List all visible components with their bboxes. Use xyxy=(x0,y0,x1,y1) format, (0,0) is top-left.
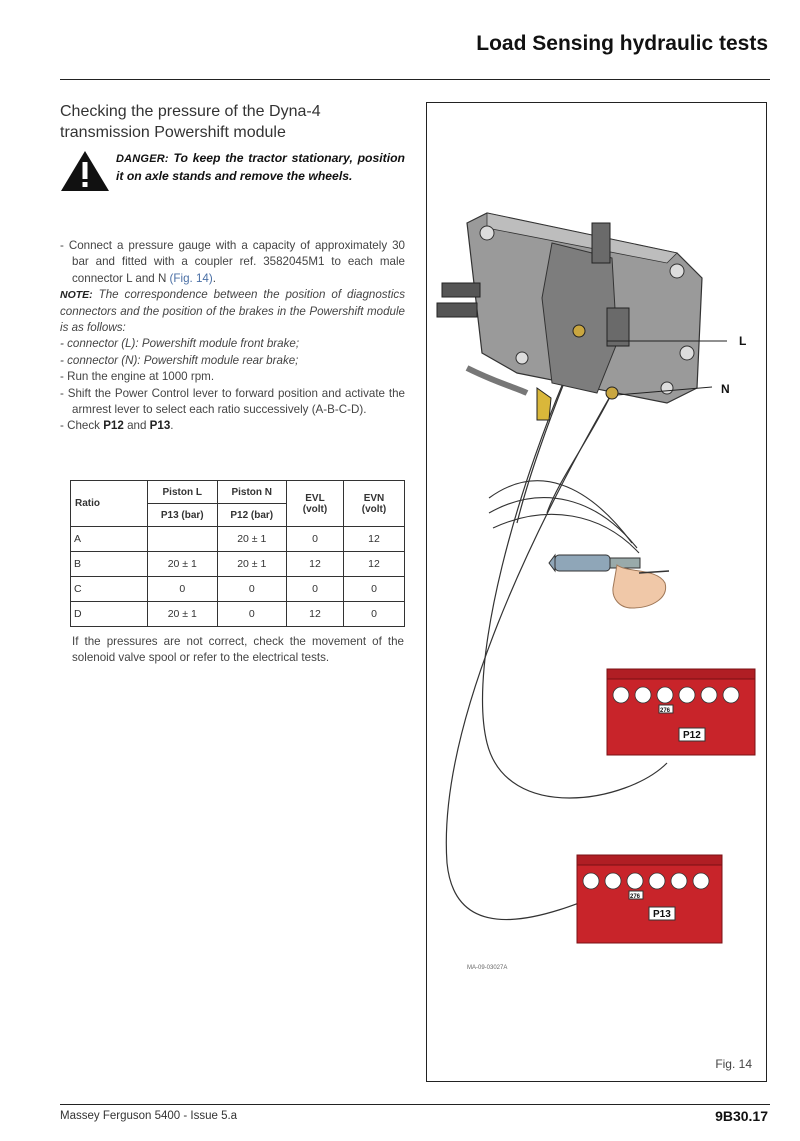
panel-label-p12: P12 xyxy=(683,730,701,741)
footer-divider xyxy=(60,1104,770,1105)
step-check-prefix: - Check xyxy=(60,419,100,433)
gauge-badge-p13: 276 xyxy=(630,894,641,900)
cell-piston-l: 20 ± 1 xyxy=(148,602,218,627)
cell-evn: 12 xyxy=(344,552,405,577)
cell-piston-l: 20 ± 1 xyxy=(148,552,218,577)
cell-piston-n: 20 ± 1 xyxy=(217,527,287,552)
warning-triangle-icon xyxy=(60,150,110,192)
hydraulic-test-illustration xyxy=(427,103,768,1083)
step-connect xyxy=(60,238,405,287)
gauge-panel-p13 xyxy=(577,855,722,943)
powershift-valve-block xyxy=(437,213,702,420)
header-piston-n: Piston N xyxy=(217,481,287,504)
figure-caption: Fig. 14 xyxy=(715,1057,752,1071)
cell-piston-l xyxy=(148,527,218,552)
step-check xyxy=(60,418,405,434)
hand-with-coupler-icon xyxy=(549,555,669,608)
cell-evl: 0 xyxy=(287,527,344,552)
figure-14 xyxy=(426,102,767,1082)
footer-page-number: 9B30.17 xyxy=(715,1108,768,1124)
table-row xyxy=(71,527,405,552)
connector-l-item: - connector (L): Powershift module front brake; xyxy=(60,337,300,351)
step-check-p12: P12 xyxy=(103,419,124,433)
header-evn-unit: (volt) xyxy=(361,503,387,515)
cell-ratio: C xyxy=(71,577,148,602)
step-check-and: and xyxy=(127,419,147,433)
header-evl-label: EVL xyxy=(305,492,325,504)
header-evl xyxy=(287,481,344,527)
table-row xyxy=(71,577,405,602)
table-header-row-1 xyxy=(71,481,405,504)
cell-piston-n: 0 xyxy=(217,577,287,602)
instructions xyxy=(60,238,405,435)
note-label: NOTE: xyxy=(60,289,93,302)
connector-n-label: N xyxy=(721,382,730,396)
step-run: - Run the engine at 1000 rpm. xyxy=(60,370,215,384)
panel-label-p13: P13 xyxy=(653,909,671,920)
cell-ratio: D xyxy=(71,602,148,627)
header-divider xyxy=(60,79,770,80)
note-text: The correspondence between the position of diagnostics connectors and the position of the brakes in the Powershift module is as follows: xyxy=(60,288,405,335)
cell-evn: 0 xyxy=(344,577,405,602)
cell-piston-n: 0 xyxy=(217,602,287,627)
table-row xyxy=(71,552,405,577)
step-connect-end: . xyxy=(212,271,216,285)
section-title: Checking the pressure of the Dyna-4 transmission Powershift module xyxy=(60,103,321,141)
cell-evn: 12 xyxy=(344,527,405,552)
hose-bundle xyxy=(489,481,639,553)
step-connect-text: - Connect a pressure gauge with a capacity of approximately 30 bar and fitted with a coupler ref. 3582045M1 to each male connector L and N xyxy=(60,239,405,285)
step-check-end: . xyxy=(170,419,174,433)
danger-label: DANGER: xyxy=(116,153,169,165)
gauge-badge-p12: 276 xyxy=(660,708,671,714)
hoses xyxy=(446,351,667,920)
header-evn xyxy=(344,481,405,527)
cell-piston-l: 0 xyxy=(148,577,218,602)
header-evn-label: EVN xyxy=(363,492,385,504)
header-ratio: Ratio xyxy=(71,481,148,527)
danger-text: To keep the tractor stationary, position it on axle stands and remove the wheels. xyxy=(116,151,405,183)
header-piston-l: Piston L xyxy=(148,481,218,504)
figure-ref-code: MA-09-03027A xyxy=(467,965,508,971)
cell-evl: 12 xyxy=(287,602,344,627)
connector-l-label: L xyxy=(739,334,747,348)
cell-ratio: A xyxy=(71,527,148,552)
cell-ratio: B xyxy=(71,552,148,577)
danger-warning xyxy=(60,150,405,192)
connector-n-item: - connector (N): Powershift module rear brake; xyxy=(60,353,299,367)
note xyxy=(60,287,405,336)
header-piston-n-unit: P12 (bar) xyxy=(217,504,287,527)
figure-reference-link[interactable]: (Fig. 14) xyxy=(169,271,213,285)
cell-evn: 0 xyxy=(344,602,405,627)
step-check-p13: P13 xyxy=(149,419,171,433)
footer-publication: Massey Ferguson 5400 - Issue 5.a xyxy=(60,1110,238,1122)
ratio-table xyxy=(70,480,405,627)
cell-piston-n: 20 ± 1 xyxy=(217,552,287,577)
cell-evl: 12 xyxy=(287,552,344,577)
gauge-panel-p12 xyxy=(607,669,755,755)
cell-evl: 0 xyxy=(287,577,344,602)
header-piston-l-unit: P13 (bar) xyxy=(148,504,218,527)
page-header-title: Load Sensing hydraulic tests xyxy=(476,32,768,55)
header-evl-unit: (volt) xyxy=(302,503,328,515)
table-row xyxy=(71,602,405,627)
step-shift: - Shift the Power Control lever to forward position and activate the armrest lever to select each ratio successively (A-B-C-D). xyxy=(60,386,405,417)
after-table-text: If the pressures are not correct, check the movement of the solenoid valve spool or refer to the electrical tests. xyxy=(72,635,404,665)
